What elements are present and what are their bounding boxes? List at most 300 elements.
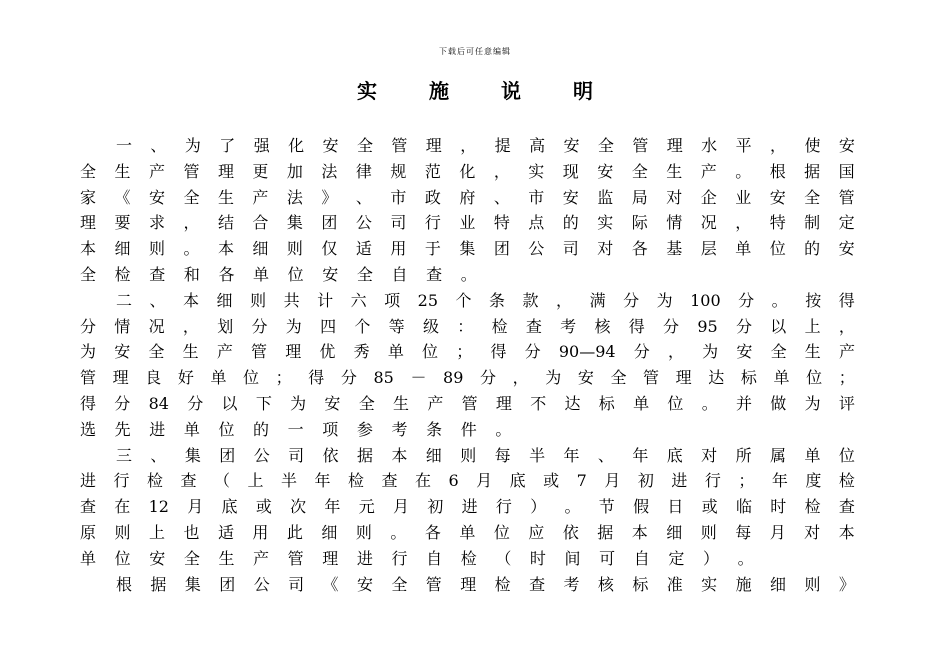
text-line [80, 262, 855, 288]
text-glyph: 单 [735, 239, 752, 259]
text-glyph: 标 [740, 368, 757, 388]
text-glyph: 月 [476, 471, 493, 491]
text-glyph: 好 [177, 368, 194, 388]
text-glyph: 各 [631, 239, 648, 259]
text-glyph: 以 [221, 393, 238, 413]
text-glyph: 行 [391, 548, 408, 568]
text-line [80, 339, 855, 365]
text-line [80, 236, 855, 262]
text-line [80, 572, 855, 598]
text-glyph: 理 [112, 368, 129, 388]
text-glyph: 定 [838, 213, 855, 233]
text-glyph: 全 [356, 136, 373, 155]
text-glyph: 分 [80, 316, 97, 336]
text-glyph: 等 [388, 316, 405, 336]
text-glyph: 位 [667, 393, 684, 413]
text-glyph: 。 [460, 264, 477, 284]
text-glyph: 上 [247, 471, 264, 491]
text-glyph: 四 [320, 316, 337, 336]
text-glyph: 查 [525, 316, 542, 336]
text-glyph: 则 [148, 239, 165, 259]
text-glyph: 合 [252, 213, 269, 233]
text-glyph: 据 [356, 445, 373, 465]
text-glyph: 六 [350, 290, 367, 310]
text-glyph: 况 [700, 213, 717, 233]
text-glyph: 全 [358, 393, 375, 413]
text-glyph: 管 [425, 574, 442, 594]
text-glyph: 则 [114, 522, 131, 542]
text-glyph: 。 [771, 290, 788, 310]
text-glyph: 行 [424, 213, 441, 233]
text-glyph: ； [738, 471, 755, 491]
text-glyph: 标 [632, 574, 649, 594]
text-line [80, 288, 855, 314]
text-glyph: 度 [805, 471, 822, 491]
text-line [80, 520, 855, 546]
text-glyph: 检 [114, 264, 131, 284]
text-glyph: 实 [597, 213, 614, 233]
text-glyph: 二 [116, 290, 133, 310]
text-glyph: 分 [633, 342, 650, 362]
text-glyph: 为 [290, 393, 307, 413]
text-glyph: 安 [322, 136, 339, 155]
text-glyph: 得 [490, 342, 507, 362]
text-glyph: 》 [321, 187, 338, 207]
text-glyph: 一 [287, 419, 304, 439]
text-glyph: 此 [286, 522, 303, 542]
text-glyph: 底 [666, 445, 683, 465]
text-glyph: 细 [252, 239, 269, 259]
text-glyph: （ [214, 471, 231, 491]
text-glyph: ， [183, 213, 200, 233]
text-glyph: 查 [529, 574, 546, 594]
text-glyph: 全 [597, 136, 614, 155]
text-glyph: 位 [422, 342, 439, 362]
text-glyph: 89 [443, 368, 464, 388]
text-glyph: 查 [426, 264, 443, 284]
text-glyph: 管 [632, 136, 649, 155]
text-glyph: ： [457, 316, 474, 336]
text-glyph: 对 [804, 522, 821, 542]
text-glyph: 对 [666, 187, 683, 207]
text-glyph: 理 [285, 342, 302, 362]
text-glyph: 的 [804, 239, 821, 259]
text-glyph: 集 [459, 239, 476, 259]
text-glyph: ， [493, 161, 510, 181]
text-glyph: 生 [217, 187, 234, 207]
text-glyph: 做 [770, 393, 787, 413]
text-glyph: 进 [671, 471, 688, 491]
text-glyph: 制 [804, 213, 821, 233]
text-glyph: 化 [288, 136, 305, 155]
text-glyph: 全 [80, 161, 97, 181]
text-glyph: 范 [424, 161, 441, 181]
text-line [80, 159, 855, 185]
text-glyph: 和 [183, 264, 200, 284]
text-glyph: 、 [597, 445, 614, 465]
text-glyph: 产 [253, 548, 270, 568]
text-glyph: 年 [632, 445, 649, 465]
text-glyph: 公 [528, 239, 545, 259]
text-glyph: 三 [116, 445, 133, 465]
text-glyph: 个 [354, 316, 371, 336]
text-glyph: 位 [806, 368, 823, 388]
text-glyph: 或 [255, 497, 272, 517]
text-glyph: ， [838, 316, 855, 336]
text-glyph: 年 [314, 471, 331, 491]
text-glyph: 安 [563, 136, 580, 155]
text-glyph: 检 [491, 316, 508, 336]
text-glyph: 满 [589, 290, 606, 310]
text-glyph: 95 [697, 316, 718, 336]
text-glyph: 安 [149, 548, 166, 568]
text-glyph: 对 [701, 445, 718, 465]
text-glyph: 公 [253, 445, 270, 465]
text-glyph: 则 [700, 522, 717, 542]
text-glyph: 市 [528, 187, 545, 207]
text-glyph: 自 [391, 264, 408, 284]
text-glyph: 底 [509, 471, 526, 491]
text-glyph: 团 [219, 574, 236, 594]
text-glyph: 则 [355, 522, 372, 542]
text-glyph: 理 [217, 161, 234, 181]
text-glyph: 司 [288, 574, 305, 594]
text-glyph: 水 [701, 136, 718, 155]
text-glyph: 上 [804, 316, 821, 336]
text-glyph: 分 [114, 393, 131, 413]
text-glyph: 分 [480, 368, 497, 388]
text-glyph: 化 [459, 161, 476, 181]
text-glyph: 、 [149, 290, 166, 310]
text-glyph: 位 [218, 419, 235, 439]
text-glyph: 进 [461, 497, 478, 517]
text-glyph: 、 [493, 187, 510, 207]
text-glyph: 优 [319, 342, 336, 362]
text-glyph: 集 [286, 213, 303, 233]
text-glyph: 安 [148, 187, 165, 207]
text-glyph: 本 [391, 445, 408, 465]
text-glyph: 个 [455, 290, 472, 310]
text-glyph: 或 [543, 471, 560, 491]
text-glyph: 管 [391, 136, 408, 155]
text-glyph: 加 [286, 161, 303, 181]
text-glyph: 了 [219, 136, 236, 155]
text-glyph: 更 [252, 161, 269, 181]
text-glyph: 团 [219, 445, 236, 465]
text-glyph: 生 [393, 393, 410, 413]
text-glyph: 安 [838, 239, 855, 259]
text-glyph: 节 [598, 497, 615, 517]
text-glyph: 考 [391, 419, 408, 439]
text-glyph: 理 [666, 136, 683, 155]
text-glyph: 单 [253, 264, 270, 284]
text-glyph: 产 [216, 342, 233, 362]
text-glyph: 为 [702, 342, 719, 362]
text-glyph: 。 [390, 522, 407, 542]
text-glyph: 检 [460, 548, 477, 568]
text-glyph: 先 [114, 419, 131, 439]
text-glyph: 公 [253, 574, 270, 594]
text-glyph: 单 [459, 522, 476, 542]
text-glyph: （ [495, 548, 512, 568]
text-glyph: ， [556, 290, 573, 310]
text-glyph: 产 [252, 187, 269, 207]
text-glyph: 则 [286, 239, 303, 259]
text-glyph: 年 [324, 497, 341, 517]
text-glyph: 安 [736, 342, 753, 362]
text-glyph: ； [838, 368, 855, 388]
document-body [80, 133, 855, 597]
text-glyph: 现 [562, 161, 579, 181]
text-glyph: 也 [183, 522, 200, 542]
text-glyph: 核 [597, 574, 614, 594]
text-glyph: 点 [528, 213, 545, 233]
text-glyph: 检 [804, 497, 821, 517]
text-line [80, 468, 855, 494]
text-glyph: 6 [448, 471, 459, 491]
text-glyph: 100 [690, 290, 721, 310]
text-glyph: 全 [80, 264, 97, 284]
text-glyph: 分 [663, 316, 680, 336]
text-glyph: 位 [287, 264, 304, 284]
text-glyph: 法 [321, 161, 338, 181]
text-glyph: 细 [114, 239, 131, 259]
text-glyph: 查 [80, 497, 97, 517]
text-glyph: 强 [253, 136, 270, 155]
text-glyph: 管 [287, 548, 304, 568]
text-glyph: 管 [251, 342, 268, 362]
text-glyph: 进 [80, 471, 97, 491]
text-glyph: 一 [116, 136, 133, 155]
text-glyph: 。 [183, 239, 200, 259]
text-glyph: 级 [422, 316, 439, 336]
text-glyph: 计 [317, 290, 334, 310]
text-glyph: 使 [804, 136, 821, 155]
text-glyph: 月 [604, 471, 621, 491]
text-glyph: 每 [494, 445, 511, 465]
text-glyph: 对 [597, 239, 614, 259]
text-glyph: 理 [675, 368, 692, 388]
text-glyph: 12 [148, 497, 169, 517]
text-glyph: 产 [148, 161, 165, 181]
text-glyph: 进 [149, 419, 166, 439]
text-glyph: 基 [666, 239, 683, 259]
text-glyph: 提 [494, 136, 511, 155]
text-glyph: 安 [114, 342, 131, 362]
text-glyph: 。 [735, 161, 752, 181]
text-glyph: 件 [460, 419, 477, 439]
text-glyph: 半 [281, 471, 298, 491]
text-glyph: 安 [356, 574, 373, 594]
text-glyph: 法 [286, 187, 303, 207]
text-glyph: 本 [838, 522, 855, 542]
text-glyph: 单 [210, 368, 227, 388]
text-glyph: 平 [735, 136, 752, 155]
text-glyph: 安 [562, 187, 579, 207]
text-glyph: 细 [321, 522, 338, 542]
text-glyph: 或 [701, 497, 718, 517]
text-glyph: 安 [838, 136, 855, 155]
text-glyph: 细 [770, 574, 787, 594]
text-glyph: 生 [182, 342, 199, 362]
text-glyph: 行 [495, 497, 512, 517]
text-glyph: 高 [529, 136, 546, 155]
text-line [80, 314, 855, 340]
text-glyph: 生 [114, 161, 131, 181]
text-glyph: 全 [183, 187, 200, 207]
text-glyph: 安 [597, 161, 614, 181]
text-glyph: 以 [770, 316, 787, 336]
text-line [80, 133, 855, 159]
text-glyph: 检 [838, 471, 855, 491]
text-glyph: 团 [493, 239, 510, 259]
text-glyph: 单 [387, 342, 404, 362]
text-glyph: 、 [150, 445, 167, 465]
text-glyph: ， [460, 136, 477, 155]
text-glyph: 月 [187, 497, 204, 517]
text-glyph: 底 [221, 497, 238, 517]
text-glyph: 次 [290, 497, 307, 517]
text-glyph: 市 [390, 187, 407, 207]
text-glyph: 求 [148, 213, 165, 233]
text-glyph: 检 [147, 471, 164, 491]
text-glyph: 特 [769, 213, 786, 233]
text-glyph: 据 [597, 522, 614, 542]
text-glyph: 全 [804, 187, 821, 207]
text-glyph: 评 [838, 393, 855, 413]
text-glyph: 全 [610, 368, 627, 388]
text-glyph: － [410, 368, 427, 388]
text-glyph: 集 [184, 574, 201, 594]
text-glyph: 则 [250, 290, 267, 310]
text-glyph: 业 [459, 213, 476, 233]
text-glyph: 细 [425, 445, 442, 465]
text-glyph: 核 [594, 316, 611, 336]
text-glyph: 于 [424, 239, 441, 259]
text-glyph: 、 [355, 187, 372, 207]
text-glyph: 集 [184, 445, 201, 465]
text-glyph: 适 [217, 522, 234, 542]
text-glyph: 不 [530, 393, 547, 413]
text-glyph: 全 [183, 548, 200, 568]
text-glyph: 分 [738, 290, 755, 310]
text-glyph: 理 [425, 136, 442, 155]
text-glyph: 准 [666, 574, 683, 594]
text-glyph: 初 [427, 497, 444, 517]
text-glyph: 84 [148, 393, 169, 413]
text-glyph: 则 [460, 445, 477, 465]
text-glyph: 情 [666, 213, 683, 233]
text-glyph: ） [702, 548, 719, 568]
text-glyph: 定 [668, 548, 685, 568]
text-glyph: 律 [355, 161, 372, 181]
text-glyph: 安 [769, 187, 786, 207]
text-glyph: 公 [355, 213, 372, 233]
text-glyph: 单 [80, 548, 97, 568]
text-glyph: 查 [149, 264, 166, 284]
text-line [80, 210, 855, 236]
text-glyph: 项 [384, 290, 401, 310]
text-glyph: 时 [770, 497, 787, 517]
text-glyph: 单 [804, 445, 821, 465]
text-glyph: 业 [735, 187, 752, 207]
text-glyph: 位 [838, 445, 855, 465]
text-glyph: 月 [393, 497, 410, 517]
text-glyph: 适 [355, 239, 372, 259]
text-glyph: 划 [217, 316, 234, 336]
text-glyph: 元 [358, 497, 375, 517]
text-glyph: 85 [373, 368, 394, 388]
text-glyph: 考 [563, 574, 580, 594]
text-glyph: 监 [597, 187, 614, 207]
text-glyph: 产 [427, 393, 444, 413]
text-glyph: 企 [700, 187, 717, 207]
text-glyph: 分 [187, 393, 204, 413]
text-glyph: 月 [769, 522, 786, 542]
text-glyph: 用 [390, 239, 407, 259]
text-glyph: 据 [150, 574, 167, 594]
text-glyph: 查 [381, 471, 398, 491]
text-glyph: 达 [564, 393, 581, 413]
text-line [80, 417, 855, 443]
text-glyph: 情 [114, 316, 131, 336]
text-glyph: ， [667, 342, 684, 362]
text-glyph: 施 [735, 574, 752, 594]
text-glyph: 司 [288, 445, 305, 465]
text-glyph: 应 [528, 522, 545, 542]
text-glyph: 安 [324, 393, 341, 413]
text-glyph: 位 [243, 368, 260, 388]
text-glyph: 《 [322, 574, 339, 594]
text-glyph: 全 [391, 574, 408, 594]
text-glyph: 并 [735, 393, 752, 413]
text-glyph: 分 [524, 342, 541, 362]
text-glyph: 款 [522, 290, 539, 310]
text-glyph: 、 [150, 136, 167, 155]
text-glyph: 间 [564, 548, 581, 568]
text-glyph: 为 [184, 136, 201, 155]
text-glyph: 据 [804, 161, 821, 181]
text-glyph: 标 [598, 393, 615, 413]
text-glyph: 安 [322, 264, 339, 284]
text-glyph: 单 [773, 368, 790, 388]
text-glyph: 府 [459, 187, 476, 207]
text-glyph: 达 [708, 368, 725, 388]
text-glyph: 国 [838, 161, 855, 181]
text-glyph: 团 [321, 213, 338, 233]
text-glyph: 项 [322, 419, 339, 439]
text-glyph: 检 [494, 574, 511, 594]
text-glyph: 实 [528, 161, 545, 181]
text-glyph: 年 [563, 445, 580, 465]
text-glyph: 司 [562, 239, 579, 259]
text-glyph: ， [512, 368, 529, 388]
text-glyph: 的 [562, 213, 579, 233]
text-glyph: 每 [735, 522, 752, 542]
text-glyph: 各 [424, 522, 441, 542]
text-glyph: 查 [838, 497, 855, 517]
text-glyph: 查 [180, 471, 197, 491]
text-glyph: 政 [424, 187, 441, 207]
text-line [80, 391, 855, 417]
text-glyph: 本 [183, 290, 200, 310]
text-glyph: 单 [633, 393, 650, 413]
text-glyph: 理 [460, 574, 477, 594]
text-glyph: 下 [255, 393, 272, 413]
text-glyph: 。 [564, 497, 581, 517]
text-glyph: 时 [529, 548, 546, 568]
text-glyph: 共 [283, 290, 300, 310]
